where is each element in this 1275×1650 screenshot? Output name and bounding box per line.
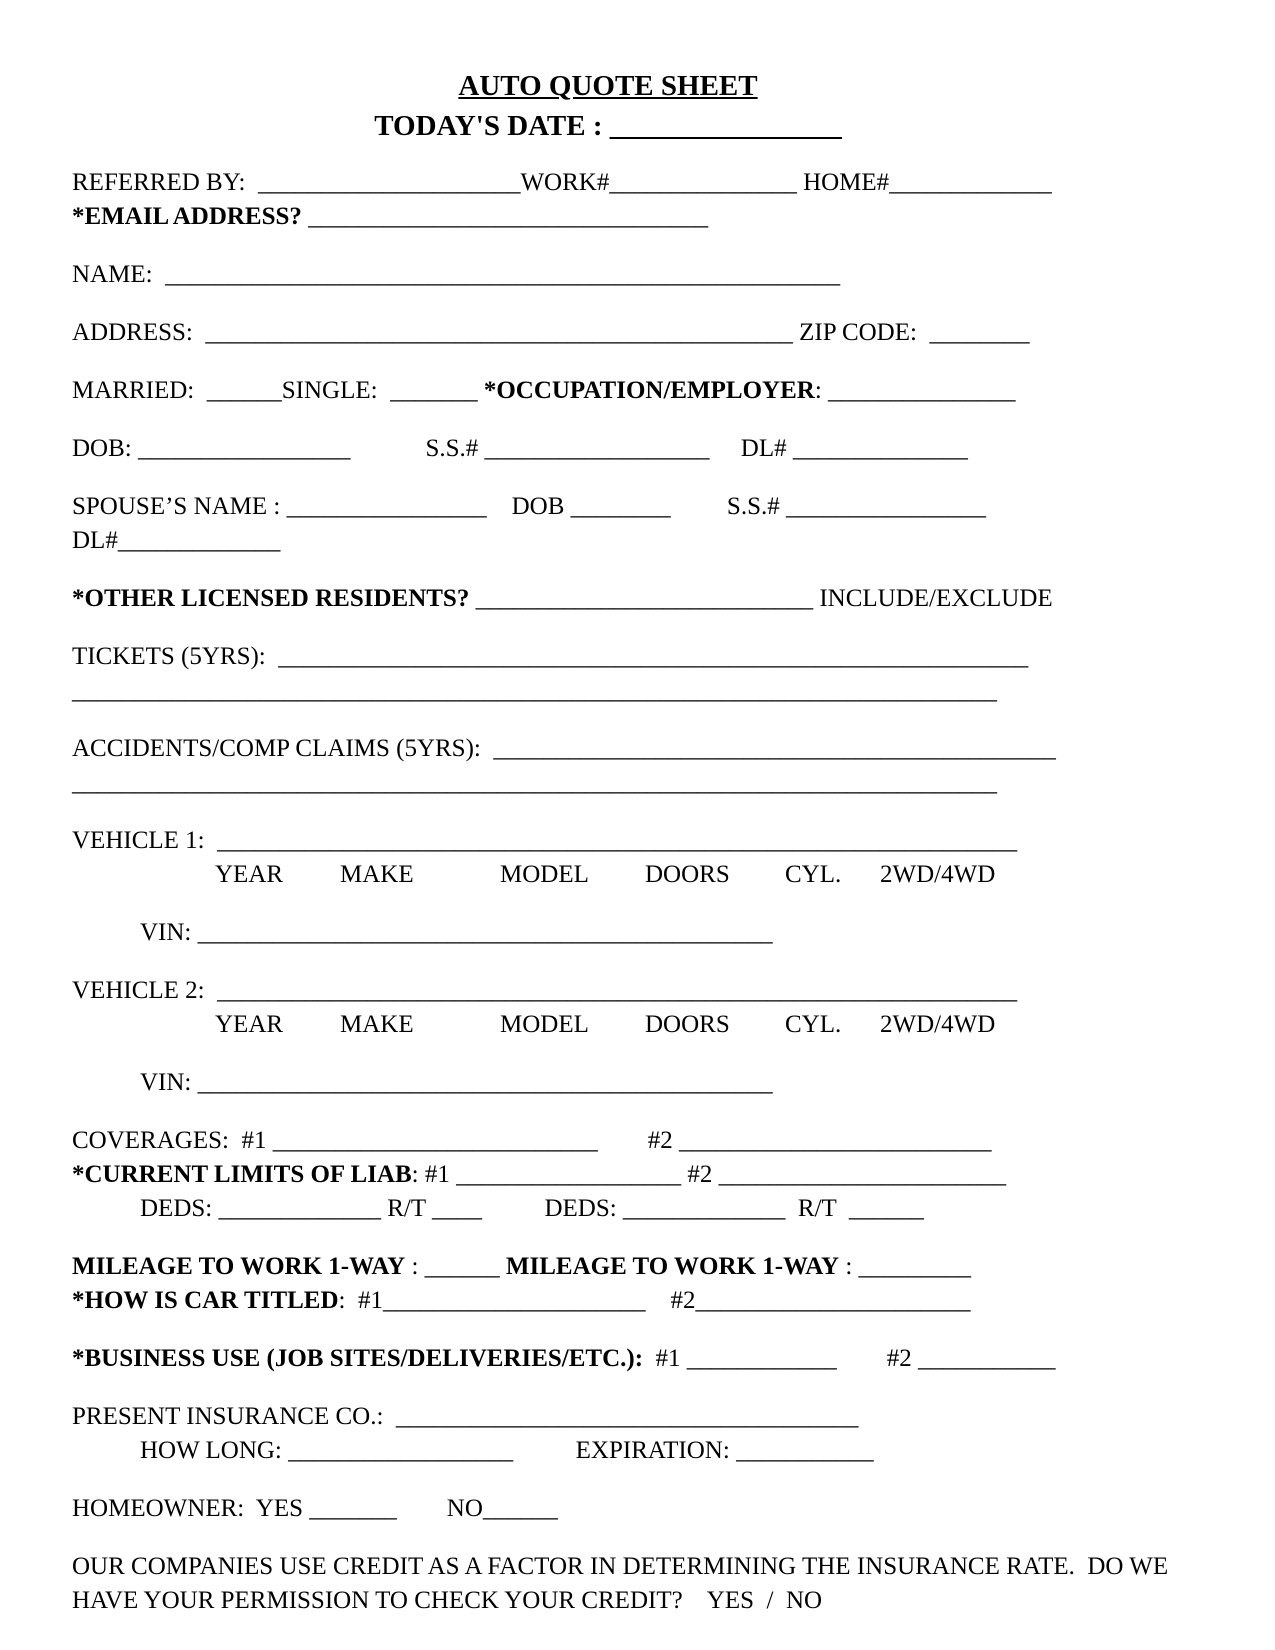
field-label: VIN: <box>140 919 198 946</box>
fill-in-blank: _____________________ <box>382 1287 646 1314</box>
field-label: INCLUDE/EXCLUDE <box>813 585 1053 612</box>
fill-in-blank: _____________ <box>622 1195 786 1222</box>
field-label: DOB: <box>72 435 138 462</box>
spouse-line <box>72 490 1205 524</box>
credit-notice-line-1 <box>72 1550 1205 1584</box>
field-label: ACCIDENTS/COMP CLAIMS (5YRS): <box>72 735 494 762</box>
fill-in-blank: _______________ <box>828 377 1016 404</box>
fill-in-blank: ________________________________________________________________ <box>217 827 1018 854</box>
spacer <box>487 493 512 520</box>
vehicle2-column-headers <box>72 1008 1205 1042</box>
fill-in-blank: _____________ <box>889 169 1052 196</box>
field-label: #1 <box>643 1345 687 1372</box>
credit-notice-line-2 <box>72 1584 1205 1618</box>
column-header: DOORS <box>645 861 730 888</box>
fill-in-blank: ______________________________________________ <box>197 919 773 946</box>
spouse-dl-line <box>72 524 1205 558</box>
homeowner-line <box>72 1492 1205 1526</box>
present-insurance-line <box>72 1400 1205 1434</box>
field-label: #2 <box>647 1127 679 1154</box>
field-label: NAME: <box>72 261 166 288</box>
field-label: HAVE YOUR PERMISSION TO CHECK YOUR CREDIT? YES / NO <box>72 1587 823 1614</box>
email-address-line <box>72 200 1205 234</box>
field-label: REFERRED BY: <box>72 169 258 196</box>
form-body <box>72 166 1205 1618</box>
field-label: #2 <box>886 1345 919 1372</box>
car-titled-line <box>72 1284 1205 1318</box>
column-header: MAKE <box>340 861 414 888</box>
field-label: *EMAIL ADDRESS? <box>72 203 309 230</box>
field-label: VIN: <box>140 1069 198 1096</box>
tickets-line <box>72 640 1205 674</box>
fill-in-blank: ________________________________ <box>308 203 709 230</box>
fill-in-blank: __________________________________________________________________________ <box>72 769 997 796</box>
spacer <box>837 1345 887 1372</box>
fill-in-blank: _________________________ <box>678 1127 992 1154</box>
fill-in-blank: ______________ <box>792 435 968 462</box>
fill-in-blank: ________________ <box>785 493 986 520</box>
fill-in-blank: ________ <box>929 319 1030 346</box>
fill-in-blank: ______ <box>482 1495 558 1522</box>
column-header: 2WD/4WD <box>880 1011 996 1038</box>
fill-in-blank: _______________________________________________ <box>205 319 793 346</box>
document-header <box>72 66 1144 146</box>
column-header: DOORS <box>645 1011 730 1038</box>
field-label: *BUSINESS USE (JOB SITES/DELIVERIES/ETC.): <box>72 1345 644 1372</box>
fill-in-blank: ____ <box>431 1195 482 1222</box>
spacer <box>513 1437 576 1464</box>
fill-in-blank: _____________ <box>117 527 281 554</box>
other-residents-line <box>72 582 1205 616</box>
field-label: NO <box>446 1495 483 1522</box>
fill-in-blank: ________ <box>570 493 671 520</box>
column-header: YEAR <box>215 861 284 888</box>
accidents-continued-line <box>72 766 1205 800</box>
field-label: MILEAGE TO WORK 1-WAY <box>505 1253 840 1280</box>
field-label: DEDS: <box>544 1195 623 1222</box>
column-header: 2WD/4WD <box>880 861 996 888</box>
how-long-expiration-line <box>72 1434 1205 1468</box>
field-label: COVERAGES: #1 <box>72 1127 273 1154</box>
fill-in-blank: ___________ <box>736 1437 874 1464</box>
todays-date-line <box>72 106 1144 146</box>
fill-in-blank: __________________ <box>456 1161 682 1188</box>
fill-in-blank: _______ <box>390 377 478 404</box>
fill-in-blank: ______________________________________________________ <box>165 261 841 288</box>
tickets-continued-line <box>72 674 1205 708</box>
field-label: *CURRENT LIMITS OF LIAB <box>72 1161 412 1188</box>
column-header: MODEL <box>500 1011 589 1038</box>
spacer <box>397 1495 447 1522</box>
coverages-line <box>72 1124 1205 1158</box>
business-use-line <box>72 1342 1205 1376</box>
field-label: HOME# <box>796 169 890 196</box>
field-label: ZIP CODE: <box>792 319 930 346</box>
field-label: OUR COMPANIES USE CREDIT AS A FACTOR IN DETERMINING THE INSURANCE RATE. DO WE <box>72 1553 1169 1580</box>
fill-in-blank: __________________ <box>288 1437 514 1464</box>
name-line <box>72 258 1205 292</box>
fill-in-blank: ________________ <box>286 493 487 520</box>
field-label: : #1 <box>411 1161 457 1188</box>
deductibles-line <box>72 1192 1205 1226</box>
field-label: : <box>405 1253 425 1280</box>
marital-status-line <box>72 374 1205 408</box>
field-label: HOMEOWNER: YES <box>72 1495 310 1522</box>
fill-in-blank: ___________ <box>918 1345 1056 1372</box>
spacer <box>671 493 727 520</box>
liability-limits-line <box>72 1158 1205 1192</box>
field-label: DL# <box>72 527 118 554</box>
page-title: AUTO QUOTE SHEET <box>458 70 758 102</box>
fill-in-blank: __________________________ <box>272 1127 598 1154</box>
field-label: : <box>814 377 829 404</box>
fill-in-blank: ________________________________________________________________ <box>217 977 1018 1004</box>
field-label: *OTHER LICENSED RESIDENTS? <box>72 585 476 612</box>
column-header: CYL. <box>785 1011 842 1038</box>
fill-in-blank: _________________ <box>137 435 351 462</box>
field-label: PRESENT INSURANCE CO.: <box>72 1403 396 1430</box>
address-line <box>72 316 1205 350</box>
field-label: ADDRESS: <box>72 319 206 346</box>
fill-in-blank: ______ <box>848 1195 924 1222</box>
vehicle1-line <box>72 824 1205 858</box>
document-title-line <box>72 66 1144 106</box>
field-label: #2 <box>681 1161 719 1188</box>
fill-in-blank: __________________ <box>484 435 710 462</box>
field-label: SINGLE: <box>281 377 391 404</box>
fill-in-blank: ______ <box>424 1253 500 1280</box>
accidents-line <box>72 732 1205 766</box>
column-header: MAKE <box>340 1011 414 1038</box>
fill-in-blank: _________ <box>858 1253 972 1280</box>
mileage-line <box>72 1250 1205 1284</box>
spacer <box>482 1195 545 1222</box>
fill-in-blank: _______________________ <box>718 1161 1007 1188</box>
column-header: MODEL <box>500 861 589 888</box>
date-label: TODAY'S DATE : <box>374 110 610 142</box>
field-label: S.S.# <box>425 435 485 462</box>
field-label: S.S.# <box>726 493 786 520</box>
field-label: #2 <box>645 1287 696 1314</box>
vehicle1-vin-line <box>72 916 1205 950</box>
field-label: VEHICLE 2: <box>72 977 218 1004</box>
fill-in-blank: ____________________________________________________________ <box>278 643 1029 670</box>
fill-in-blank: _______ <box>309 1495 397 1522</box>
field-label: DL# <box>740 435 793 462</box>
vehicle1-column-headers <box>72 858 1205 892</box>
fill-in-blank: ___________________________ <box>475 585 814 612</box>
field-label: MARRIED: <box>72 377 207 404</box>
fill-in-blank: ______________________ <box>695 1287 971 1314</box>
column-header: CYL. <box>785 861 842 888</box>
field-label: R/T <box>380 1195 432 1222</box>
referred-by-line <box>72 166 1205 200</box>
field-label: *HOW IS CAR TITLED <box>72 1287 339 1314</box>
fill-in-blank: ______ <box>206 377 282 404</box>
field-label: MILEAGE TO WORK 1-WAY <box>72 1253 406 1280</box>
spacer <box>598 1127 648 1154</box>
field-label: VEHICLE 1: <box>72 827 218 854</box>
fill-in-blank: _____________________ <box>257 169 521 196</box>
field-label: R/T <box>785 1195 849 1222</box>
spacer <box>350 435 425 462</box>
field-label: HOW LONG: <box>140 1437 289 1464</box>
field-label: : <box>839 1253 859 1280</box>
fill-in-blank: __________________________________________________________________________ <box>72 677 997 704</box>
field-label: EXPIRATION: <box>575 1437 737 1464</box>
fill-in-blank: _____________________________________ <box>395 1403 859 1430</box>
field-label: TICKETS (5YRS): <box>72 643 279 670</box>
fill-in-blank: ______________________________________________ <box>197 1069 773 1096</box>
vehicle2-line <box>72 974 1205 1008</box>
field-label: : #1 <box>338 1287 383 1314</box>
dob-ssn-dl-line <box>72 432 1205 466</box>
fill-in-blank: _____________ <box>218 1195 381 1222</box>
vehicle2-vin-line <box>72 1066 1205 1100</box>
field-label: WORK# <box>520 169 610 196</box>
fill-in-blank: _____________________________________________ <box>493 735 1056 762</box>
spacer <box>710 435 741 462</box>
fill-in-blank: ________________ <box>609 110 842 142</box>
field-label: SPOUSE’S NAME : <box>72 493 287 520</box>
fill-in-blank: ____________ <box>686 1345 837 1372</box>
field-label: *OCCUPATION/EMPLOYER <box>483 377 815 404</box>
field-label: DEDS: <box>140 1195 219 1222</box>
column-header: YEAR <box>215 1011 284 1038</box>
field-label: DOB <box>511 493 571 520</box>
fill-in-blank: _______________ <box>609 169 797 196</box>
